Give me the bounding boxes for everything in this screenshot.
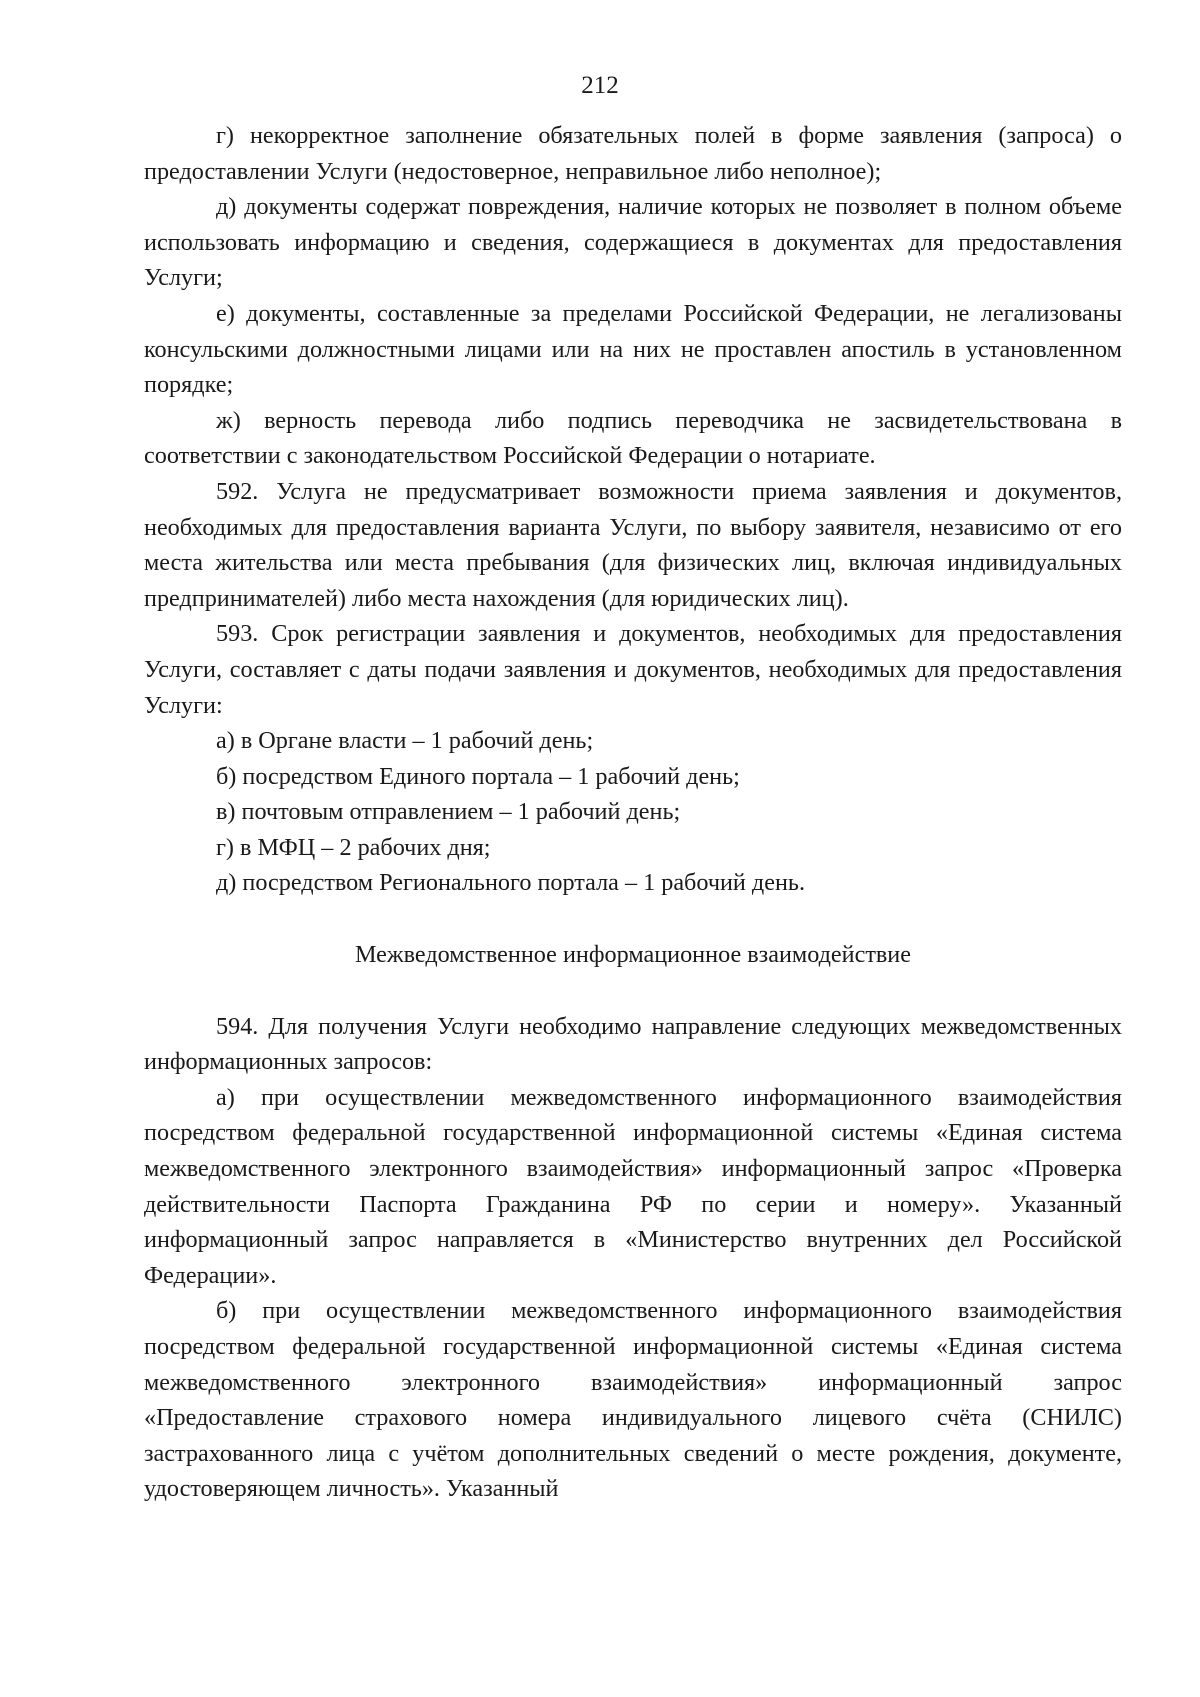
paragraph-594-a: а) при осуществлении межведомственного информационного взаимодействия посредством федеральной государственной информационной системы «Единая система межведомственного электронного взаимодействия» информационный запрос «Проверка действительности Паспорта Гражданина РФ по серии и номеру». Указанный информационный запрос направляется в «Министерство внутренних дел Российской Федерации». — [144, 1083, 1122, 1289]
paragraph-item-zh-translation: ж) верность перевода либо подпись переводчика не засвидетельствована в соответствии с законодательством Российской Федерации о нотариате. — [144, 406, 1122, 470]
paragraph-item-e-not-legalized: е) документы, составленные за пределами Российской Федерации, не легализованы консульскими должностными лицами или на них не проставлен апостиль в установленном порядке; — [144, 299, 1122, 399]
list-item-v-postal: в) почтовым отправлением – 1 рабочий день; — [216, 798, 681, 826]
list-item-b-unified-portal: б) посредством Единого портала – 1 рабочий день; — [216, 762, 740, 790]
document-body — [144, 118, 1122, 1507]
paragraph-item-g-incorrect-fields: г) некорректное заполнение обязательных полей в форме заявления (запроса) о предоставлении Услуги (недостоверное, неправильное либо неполное); — [144, 122, 1122, 185]
paragraph-594-b: б) при осуществлении межведомственного информационного взаимодействия посредством федеральной государственной информационной системы «Единая система межведомственного электронного взаимодействия» информационный запрос «Предоставление страхового номера индивидуального лицевого счёта (СНИЛС) застрахованного лица с учётом дополнительных сведений о месте рождения, документе, удостоверяющем личность». Указанный — [144, 1297, 1122, 1503]
section-heading: Межведомственное информационное взаимодействие — [354, 941, 911, 969]
paragraph-item-d-damaged-documents: д) документы содержат повреждения, наличие которых не позволяет в полном объеме использовать информацию и сведения, содержащиеся в документах для предоставления Услуги; — [144, 193, 1122, 292]
paragraph-594: 594. Для получения Услуги необходимо направление следующих межведомственных информационных запросов: — [144, 1012, 1122, 1076]
list-item-a-authority: а) в Органе власти – 1 рабочий день; — [216, 727, 594, 755]
list-item-d-regional-portal: д) посредством Регионального портала – 1 рабочий день. — [216, 869, 805, 897]
paragraph-593: 593. Срок регистрации заявления и документов, необходимых для предоставления Услуги, составляет с даты подачи заявления и документов, необходимых для предоставления Услуги: — [144, 620, 1122, 719]
list-item-g-mfc: г) в МФЦ – 2 рабочих дня; — [216, 833, 491, 861]
paragraph-592: 592. Услуга не предусматривает возможности приема заявления и документов, необходимых для предоставления варианта Услуги, по выбору заявителя, независимо от его места жительства или места пребывания (для физических лиц, включая индивидуальных предпринимателей) либо места нахождения (для юридических лиц). — [144, 477, 1122, 612]
page-number: 212 — [581, 72, 619, 99]
